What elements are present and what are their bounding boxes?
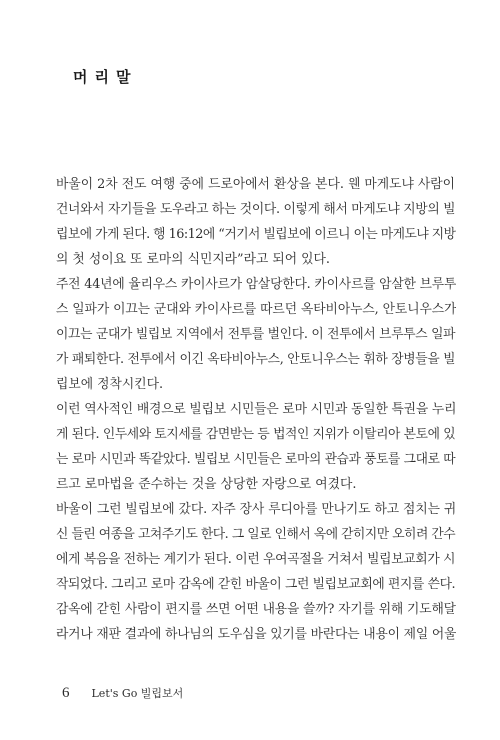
text-line: 건너와서 자기들을 도우라고 하는 것이다. 이렇게 해서 마게도냐 지방의 빌 xyxy=(56,202,456,217)
text-line: 이끄는 군대가 빌립보 지역에서 전투를 벌인다. 이 전투에서 브루투스 일파 xyxy=(56,327,456,342)
page-title: 머리말 xyxy=(73,68,138,86)
body-text xyxy=(56,172,456,647)
text-line: 라거나 재판 결과에 하나님의 도우심을 있기를 바란다는 내용이 제일 어울 xyxy=(56,627,456,642)
text-line: 신 들린 여종을 고쳐주기도 한다. 그 일로 인해서 옥에 갇히지만 오히려 간수 xyxy=(56,527,456,542)
text-line: 는 로마 시민과 똑같았다. 빌립보 시민들은 로마의 관습과 풍토를 그대로 따 xyxy=(56,452,456,467)
text-line: 의 첫 성이요 또 로마의 식민지라”라고 되어 있다. xyxy=(56,252,330,267)
page-number: 6 xyxy=(62,685,70,701)
text-line: 르고 로마법을 준수하는 것을 상당한 자랑으로 여겼다. xyxy=(56,477,357,492)
text-line: 이런 역사적인 배경으로 빌립보 시민들은 로마 시민과 동일한 특권을 누리 xyxy=(56,402,456,417)
text-line: 바울이 그런 빌립보에 갔다. 자주 장사 루디아를 만나기도 하고 점치는 귀 xyxy=(56,502,456,517)
text-line: 립보에 가게 된다. 행 16:12에 “거기서 빌립보에 이르니 이는 마게도냐 지방 xyxy=(56,227,456,242)
text-line: 감옥에 갇힌 사람이 편지를 쓰면 어떤 내용을 쓸까? 자기를 위해 기도해달 xyxy=(56,602,456,617)
text-line: 립보에 정착시킨다. xyxy=(56,377,164,392)
running-head: Let's Go 빌립보서 xyxy=(91,687,184,700)
text-line: 작되었다. 그리고 로마 감옥에 갇힌 바울이 그런 빌립보교회에 편지를 쓴다. xyxy=(56,577,456,592)
text-line: 에게 복음을 전하는 계기가 된다. 이런 우여곡절을 거쳐서 빌립보교회가 시 xyxy=(56,552,456,567)
text-line: 스 일파가 이끄는 군대와 카이사르를 따르던 옥타비아누스, 안토니우스가 xyxy=(56,302,456,317)
text-line: 바울이 2차 전도 여행 중에 드로아에서 환상을 본다. 웬 마게도냐 사람이 xyxy=(56,177,456,192)
text-line: 가 패퇴한다. 전투에서 이긴 옥타비아누스, 안토니우스는 휘하 장병들을 빌 xyxy=(56,352,456,367)
text-line: 게 된다. 인두세와 토지세를 감면받는 등 법적인 지위가 이탈리아 본토에 있 xyxy=(56,427,456,442)
text-line: 주전 44년에 율리우스 카이사르가 암살당한다. 카이사르를 암살한 브루투 xyxy=(56,277,456,292)
page-footer xyxy=(62,684,183,702)
